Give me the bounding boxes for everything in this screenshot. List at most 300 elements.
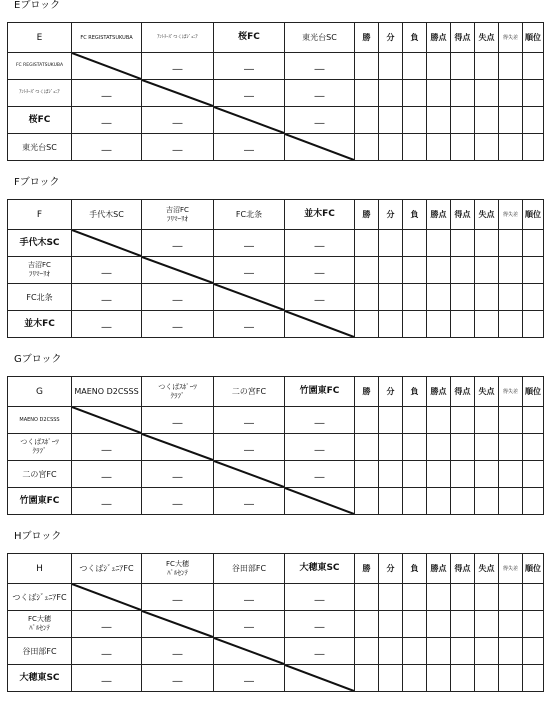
row-team (8, 134, 72, 161)
team-name: 手代木SC (19, 237, 60, 248)
match-result-cell[interactable] (285, 584, 355, 611)
match-result-cell[interactable] (72, 461, 142, 488)
stat-cell[interactable] (499, 665, 523, 692)
stat-cell[interactable] (379, 611, 403, 638)
team-name: FC北条 (26, 292, 53, 302)
stat-cell[interactable] (499, 80, 523, 107)
stat-cell[interactable] (475, 230, 499, 257)
stat-header: 分 (379, 554, 403, 584)
match-result-cell[interactable] (285, 284, 355, 311)
table-row (8, 407, 544, 434)
stat-cell[interactable] (379, 80, 403, 107)
stat-header: 順位 (523, 23, 544, 53)
stat-cell[interactable] (451, 134, 475, 161)
team-header (72, 377, 142, 407)
stat-cell[interactable] (427, 584, 451, 611)
stat-cell[interactable] (379, 107, 403, 134)
stat-cell[interactable] (403, 665, 427, 692)
team-name: 吉沼FC ﾌﾘﾏｰﾘｵ (166, 205, 189, 223)
stat-cell[interactable] (379, 134, 403, 161)
stat-cell[interactable] (355, 230, 379, 257)
team-name: 谷田部FC (231, 564, 267, 573)
match-result-cell[interactable] (214, 584, 285, 611)
stat-cell[interactable] (499, 611, 523, 638)
match-result-cell[interactable] (72, 311, 142, 338)
stat-cell[interactable] (451, 434, 475, 461)
empty-dash: ― (244, 417, 254, 429)
empty-dash: ― (101, 117, 112, 129)
stat-cell[interactable] (499, 434, 523, 461)
stat-cell[interactable] (379, 311, 403, 338)
stat-cell[interactable] (427, 638, 451, 665)
match-result-cell[interactable] (285, 611, 355, 638)
empty-dash: ― (244, 63, 254, 75)
stat-cell[interactable] (427, 230, 451, 257)
empty-dash: ― (101, 444, 112, 456)
stat-cell[interactable] (475, 665, 499, 692)
stat-cell[interactable] (475, 311, 499, 338)
league-table (7, 199, 544, 338)
diagonal-line (72, 584, 141, 610)
stat-cell[interactable] (379, 407, 403, 434)
stat-cell[interactable] (379, 461, 403, 488)
stat-cell[interactable] (379, 257, 403, 284)
stat-cell[interactable] (427, 80, 451, 107)
stat-cell[interactable] (403, 107, 427, 134)
stat-cell[interactable] (379, 434, 403, 461)
row-team (8, 488, 72, 515)
diagonal-line (72, 407, 141, 433)
empty-dash: ― (314, 444, 325, 456)
team-name: FC北条 (235, 210, 263, 219)
match-result-cell[interactable] (214, 134, 285, 161)
team-name: FC REGISTATSUKUBA (15, 63, 64, 68)
stat-cell[interactable] (451, 257, 475, 284)
empty-dash: ― (172, 240, 183, 252)
stat-header: 分 (379, 377, 403, 407)
table-row (8, 461, 544, 488)
empty-dash: ― (101, 471, 112, 483)
team-header (285, 377, 355, 407)
table-row (8, 257, 544, 284)
stat-cell[interactable] (427, 407, 451, 434)
stat-cell[interactable] (427, 311, 451, 338)
stat-cell[interactable] (379, 665, 403, 692)
match-result-cell[interactable] (285, 407, 355, 434)
team-header (72, 23, 142, 53)
self-match-cell (285, 488, 355, 515)
team-header (72, 200, 142, 230)
match-result-cell[interactable] (142, 584, 214, 611)
stat-cell[interactable] (499, 107, 523, 134)
stat-cell[interactable] (451, 611, 475, 638)
stat-cell[interactable] (451, 284, 475, 311)
stat-cell[interactable] (499, 311, 523, 338)
stat-cell[interactable] (355, 611, 379, 638)
stat-cell[interactable] (499, 284, 523, 311)
empty-dash: ― (314, 63, 325, 75)
match-result-cell[interactable] (72, 434, 142, 461)
table-row (8, 665, 544, 692)
stat-header: 失点 (475, 554, 499, 584)
match-result-cell[interactable] (285, 257, 355, 284)
team-name: 並木FC (304, 209, 335, 219)
stat-cell[interactable] (355, 80, 379, 107)
team-header (285, 554, 355, 584)
stat-cell[interactable] (523, 107, 544, 134)
empty-dash: ― (244, 90, 254, 102)
team-name: ｱﾝﾄﾗｰｽﾞつくばｼﾞｭﾆｱ (19, 90, 60, 95)
stat-cell[interactable] (403, 284, 427, 311)
stat-cell[interactable] (523, 434, 544, 461)
match-result-cell[interactable] (72, 665, 142, 692)
stat-cell[interactable] (523, 53, 544, 80)
match-result-cell[interactable] (285, 53, 355, 80)
team-header (285, 23, 355, 53)
match-result-cell[interactable] (214, 257, 285, 284)
table-row (8, 311, 544, 338)
match-result-cell[interactable] (142, 53, 214, 80)
row-team (8, 461, 72, 488)
stat-cell[interactable] (403, 488, 427, 515)
stat-cell[interactable] (427, 53, 451, 80)
match-result-cell[interactable] (142, 134, 214, 161)
table-row (8, 611, 544, 638)
stat-cell[interactable] (355, 284, 379, 311)
stat-header: 得失差 (499, 377, 523, 407)
stat-cell[interactable] (427, 434, 451, 461)
match-result-cell[interactable] (142, 638, 214, 665)
stat-cell[interactable] (475, 461, 499, 488)
stat-cell[interactable] (499, 53, 523, 80)
stat-cell[interactable] (427, 461, 451, 488)
stat-cell[interactable] (427, 488, 451, 515)
stat-cell[interactable] (403, 230, 427, 257)
stat-cell[interactable] (499, 257, 523, 284)
match-result-cell[interactable] (72, 107, 142, 134)
match-result-cell[interactable] (142, 284, 214, 311)
empty-dash: ― (172, 648, 183, 660)
empty-dash: ― (314, 294, 325, 306)
stat-cell[interactable] (475, 434, 499, 461)
match-result-cell[interactable] (72, 284, 142, 311)
empty-dash: ― (314, 240, 325, 252)
stat-cell[interactable] (523, 488, 544, 515)
row-team (8, 53, 72, 80)
match-result-cell[interactable] (72, 80, 142, 107)
match-result-cell[interactable] (285, 230, 355, 257)
stat-cell[interactable] (355, 407, 379, 434)
stat-cell[interactable] (475, 284, 499, 311)
match-result-cell[interactable] (142, 230, 214, 257)
stat-cell[interactable] (355, 311, 379, 338)
stat-cell[interactable] (403, 611, 427, 638)
empty-dash: ― (244, 444, 254, 456)
empty-dash: ― (244, 498, 254, 510)
stat-cell[interactable] (355, 584, 379, 611)
match-result-cell[interactable] (72, 638, 142, 665)
stat-cell[interactable] (379, 488, 403, 515)
team-name: つくばｼﾞｭﾆｱFC (79, 564, 134, 573)
stat-cell[interactable] (523, 134, 544, 161)
match-result-cell[interactable] (142, 488, 214, 515)
stat-cell[interactable] (451, 584, 475, 611)
stat-header: 負 (403, 23, 427, 53)
diagonal-line (214, 461, 284, 487)
match-result-cell[interactable] (214, 434, 285, 461)
stat-cell[interactable] (379, 230, 403, 257)
league-block (0, 177, 553, 357)
stat-cell[interactable] (523, 230, 544, 257)
stat-cell[interactable] (403, 53, 427, 80)
row-team (8, 584, 72, 611)
team-name: ｱﾝﾄﾗｰｽﾞつくばｼﾞｭﾆｱ (157, 34, 198, 40)
table-row (8, 638, 544, 665)
match-result-cell[interactable] (214, 407, 285, 434)
stat-cell[interactable] (355, 434, 379, 461)
table-row (8, 434, 544, 461)
stat-cell[interactable] (451, 311, 475, 338)
empty-dash: ― (172, 417, 183, 429)
empty-dash: ― (314, 267, 325, 279)
stat-cell[interactable] (355, 488, 379, 515)
row-team (8, 284, 72, 311)
stat-header: 得点 (451, 377, 475, 407)
empty-dash: ― (172, 675, 183, 687)
stat-cell[interactable] (499, 134, 523, 161)
stat-cell[interactable] (451, 107, 475, 134)
stat-cell[interactable] (475, 584, 499, 611)
team-name: FC大穂 ﾊﾟﾙｾﾝﾃ (28, 615, 51, 632)
self-match-cell (285, 311, 355, 338)
self-match-cell (285, 665, 355, 692)
empty-dash: ― (244, 240, 254, 252)
empty-dash: ― (314, 648, 325, 660)
match-result-cell[interactable] (72, 134, 142, 161)
stat-cell[interactable] (451, 488, 475, 515)
stat-cell[interactable] (427, 134, 451, 161)
stat-cell[interactable] (523, 311, 544, 338)
stat-cell[interactable] (451, 80, 475, 107)
match-result-cell[interactable] (285, 638, 355, 665)
match-result-cell[interactable] (72, 611, 142, 638)
stat-cell[interactable] (355, 53, 379, 80)
stat-cell[interactable] (403, 257, 427, 284)
match-result-cell[interactable] (214, 488, 285, 515)
header-row (8, 200, 544, 230)
diagonal-line (142, 257, 213, 283)
stat-cell[interactable] (403, 407, 427, 434)
row-team (8, 407, 72, 434)
stat-cell[interactable] (499, 461, 523, 488)
match-result-cell[interactable] (72, 488, 142, 515)
match-result-cell[interactable] (285, 461, 355, 488)
stat-cell[interactable] (427, 665, 451, 692)
team-header (214, 200, 285, 230)
stat-cell[interactable] (523, 257, 544, 284)
stat-cell[interactable] (355, 134, 379, 161)
match-result-cell[interactable] (285, 434, 355, 461)
table-row (8, 584, 544, 611)
stat-cell[interactable] (475, 80, 499, 107)
empty-dash: ― (172, 321, 183, 333)
empty-dash: ― (314, 117, 325, 129)
stat-cell[interactable] (403, 134, 427, 161)
stat-cell[interactable] (451, 230, 475, 257)
stat-cell[interactable] (523, 407, 544, 434)
stat-cell[interactable] (451, 638, 475, 665)
match-result-cell[interactable] (285, 107, 355, 134)
match-result-cell[interactable] (142, 461, 214, 488)
self-match-cell (285, 134, 355, 161)
match-result-cell[interactable] (214, 611, 285, 638)
stat-cell[interactable] (451, 665, 475, 692)
stat-cell[interactable] (451, 407, 475, 434)
empty-dash: ― (244, 675, 254, 687)
stat-cell[interactable] (355, 665, 379, 692)
stat-cell[interactable] (403, 311, 427, 338)
team-name: 東光台SC (22, 142, 57, 152)
stat-cell[interactable] (499, 407, 523, 434)
stat-cell[interactable] (475, 488, 499, 515)
stat-header: 順位 (523, 377, 544, 407)
stat-header: 失点 (475, 23, 499, 53)
empty-dash: ― (172, 594, 183, 606)
stat-header: 負 (403, 200, 427, 230)
header-row (8, 377, 544, 407)
match-result-cell[interactable] (214, 665, 285, 692)
stat-cell[interactable] (379, 284, 403, 311)
team-header (142, 377, 214, 407)
stat-cell[interactable] (427, 611, 451, 638)
stat-cell[interactable] (379, 584, 403, 611)
stat-cell[interactable] (475, 134, 499, 161)
empty-dash: ― (101, 621, 112, 633)
stat-cell[interactable] (355, 257, 379, 284)
self-match-cell (214, 638, 285, 665)
stat-cell[interactable] (523, 584, 544, 611)
self-match-cell (72, 407, 142, 434)
stat-cell[interactable] (379, 638, 403, 665)
table-row (8, 80, 544, 107)
stat-cell[interactable] (475, 611, 499, 638)
stat-cell[interactable] (475, 107, 499, 134)
block-letter: E (8, 23, 72, 53)
header-row (8, 554, 544, 584)
diagonal-line (214, 284, 284, 310)
stat-header: 得点 (451, 554, 475, 584)
match-result-cell[interactable] (142, 107, 214, 134)
stat-cell[interactable] (499, 584, 523, 611)
match-result-cell[interactable] (214, 311, 285, 338)
table-row (8, 134, 544, 161)
stat-header: 分 (379, 200, 403, 230)
match-result-cell[interactable] (285, 80, 355, 107)
diagonal-line (142, 80, 213, 106)
team-header (72, 554, 142, 584)
empty-dash: ― (314, 471, 325, 483)
empty-dash: ― (314, 90, 325, 102)
stat-cell[interactable] (403, 461, 427, 488)
diagonal-line (142, 611, 213, 637)
stat-cell[interactable] (355, 107, 379, 134)
team-name: 桜FC (238, 32, 260, 42)
league-block (0, 354, 553, 534)
table-row (8, 284, 544, 311)
diagonal-line (285, 665, 354, 691)
empty-dash: ― (244, 267, 254, 279)
match-result-cell[interactable] (72, 257, 142, 284)
self-match-cell (142, 257, 214, 284)
stat-cell[interactable] (427, 107, 451, 134)
self-match-cell (72, 584, 142, 611)
stat-cell[interactable] (427, 257, 451, 284)
team-name: 竹園東FC (299, 386, 340, 396)
stat-cell[interactable] (523, 665, 544, 692)
stat-cell[interactable] (403, 80, 427, 107)
stat-cell[interactable] (475, 257, 499, 284)
stat-cell[interactable] (475, 53, 499, 80)
table-row (8, 53, 544, 80)
table-row (8, 230, 544, 257)
stat-cell[interactable] (523, 611, 544, 638)
stat-cell[interactable] (451, 461, 475, 488)
row-team (8, 230, 72, 257)
match-result-cell[interactable] (142, 407, 214, 434)
stat-header: 失点 (475, 377, 499, 407)
row-team (8, 638, 72, 665)
row-team (8, 665, 72, 692)
stat-header: 順位 (523, 200, 544, 230)
stat-cell[interactable] (475, 407, 499, 434)
stat-cell[interactable] (451, 53, 475, 80)
block-title: Fブロック (14, 177, 60, 188)
empty-dash: ― (101, 294, 112, 306)
diagonal-line (214, 638, 284, 664)
stat-cell[interactable] (403, 638, 427, 665)
empty-dash: ― (101, 144, 112, 156)
stat-cell[interactable] (523, 284, 544, 311)
table-row (8, 488, 544, 515)
stat-cell[interactable] (427, 284, 451, 311)
stat-cell[interactable] (523, 461, 544, 488)
match-result-cell[interactable] (142, 311, 214, 338)
match-result-cell[interactable] (214, 80, 285, 107)
match-result-cell[interactable] (142, 665, 214, 692)
match-result-cell[interactable] (214, 230, 285, 257)
stat-cell[interactable] (379, 53, 403, 80)
stat-cell[interactable] (499, 488, 523, 515)
team-name: MAENO D2CSSS (74, 387, 139, 396)
stat-cell[interactable] (355, 461, 379, 488)
team-name: 桜FC (28, 114, 51, 125)
stat-header: 分 (379, 23, 403, 53)
stat-cell[interactable] (523, 638, 544, 665)
empty-dash: ― (244, 621, 254, 633)
stat-cell[interactable] (523, 80, 544, 107)
match-result-cell[interactable] (214, 53, 285, 80)
stat-cell[interactable] (475, 638, 499, 665)
block-title: Gブロック (14, 354, 62, 365)
team-header (214, 554, 285, 584)
stat-cell[interactable] (403, 434, 427, 461)
stat-cell[interactable] (499, 230, 523, 257)
stat-cell[interactable] (499, 638, 523, 665)
stat-cell[interactable] (403, 584, 427, 611)
block-title: Eブロック (14, 0, 61, 11)
empty-dash: ― (101, 675, 112, 687)
stat-cell[interactable] (355, 638, 379, 665)
